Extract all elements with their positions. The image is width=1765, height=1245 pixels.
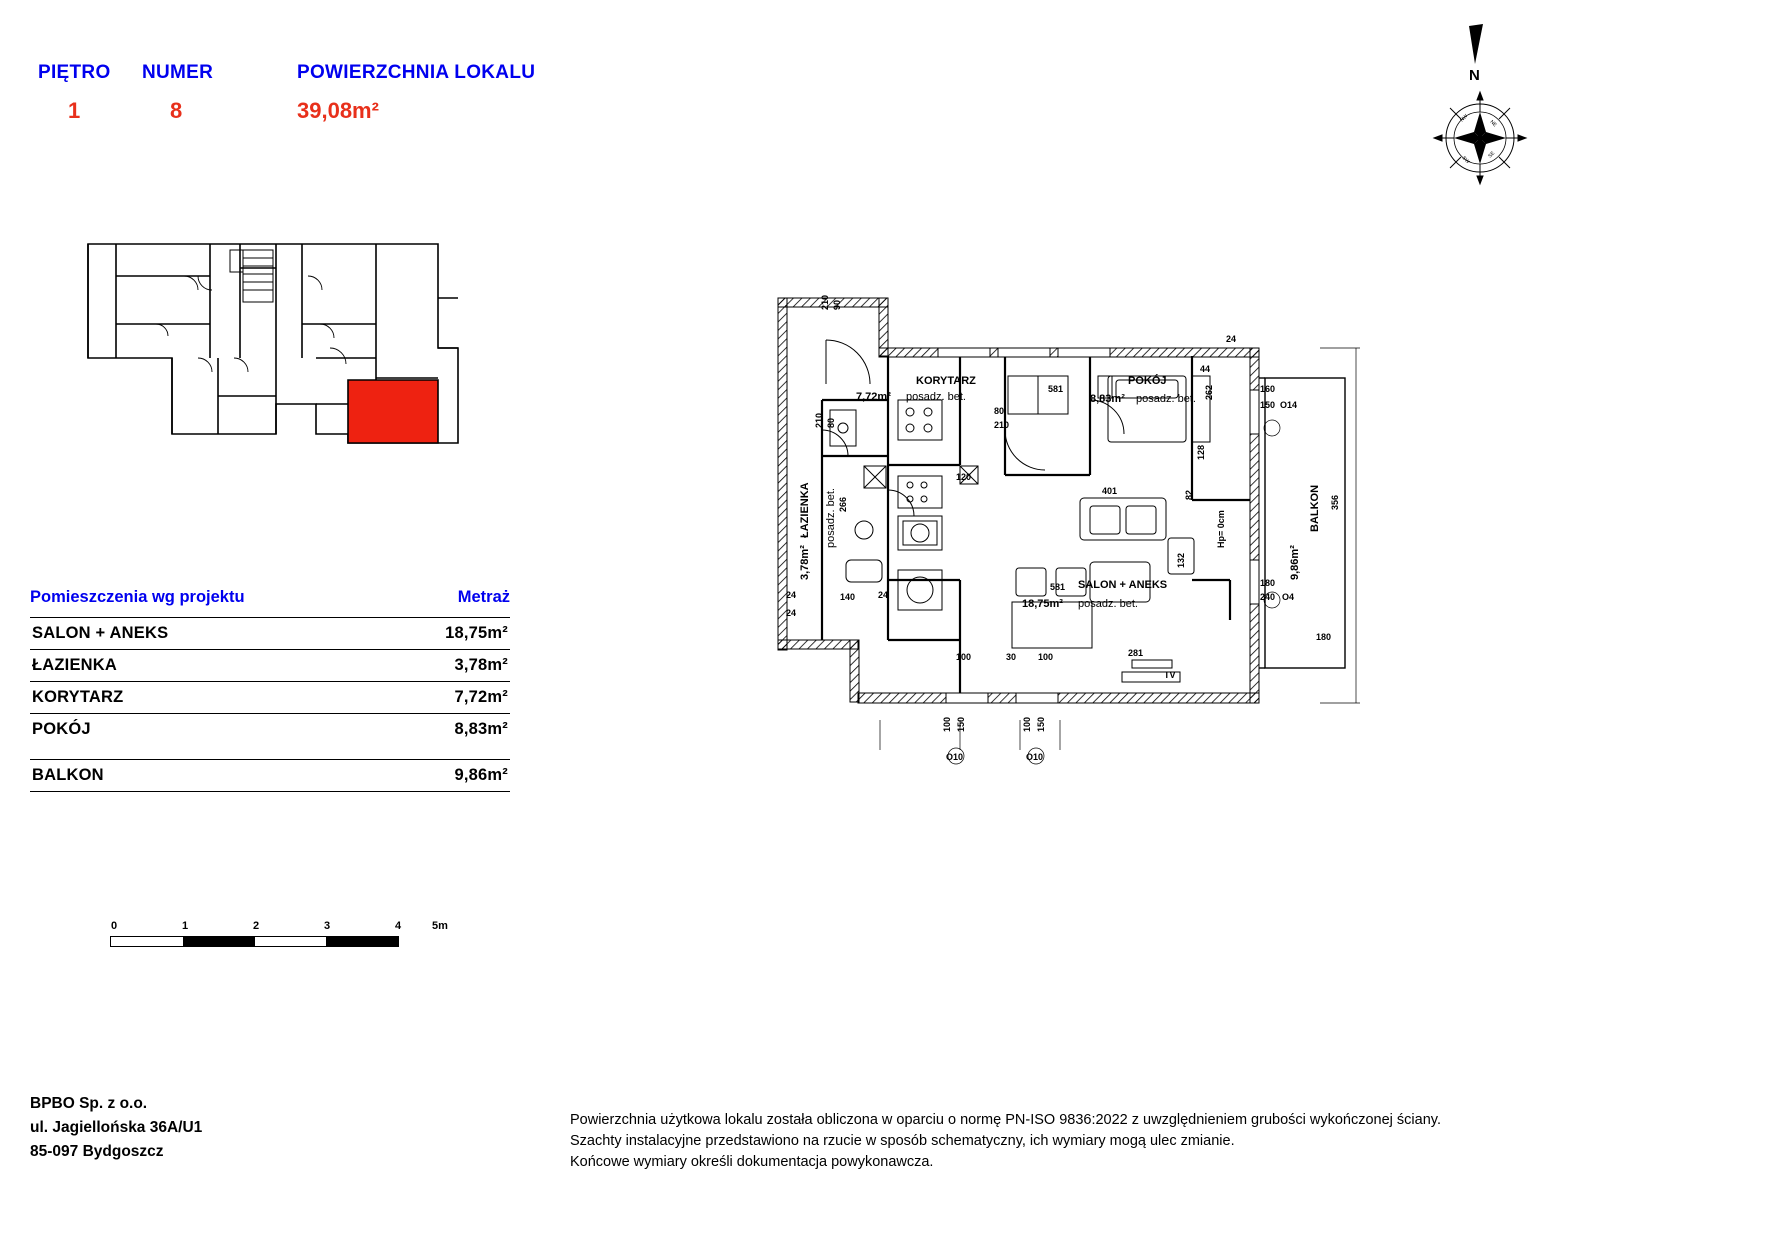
scale-tick: 2	[252, 920, 260, 932]
plan-room-finish: posadz. bet.	[1136, 393, 1196, 405]
table-row	[30, 617, 510, 649]
plan-dimension: 150	[1036, 716, 1046, 732]
plan-dimension: 24	[878, 590, 889, 600]
plan-dimension: 160	[1260, 384, 1276, 394]
plan-room-name: KORYTARZ	[916, 375, 976, 387]
room-name: KORYTARZ	[32, 688, 124, 706]
plan-dimension: 140	[840, 592, 856, 602]
room-area: 7,72m²	[454, 688, 508, 706]
plan-dimension: 180	[1316, 632, 1332, 642]
plan-room-area: 3,78m²	[799, 545, 811, 580]
apartment-floor-plan	[760, 280, 1380, 780]
plan-symbol: O10	[1026, 752, 1044, 762]
table-row	[30, 649, 510, 681]
label-area: POWIERZCHNIA LOKALU	[297, 62, 536, 83]
plan-dimension: 100	[1038, 652, 1054, 662]
table-header-row	[30, 588, 510, 617]
svg-text:NE: NE	[1488, 119, 1498, 129]
table-row-balcony	[30, 759, 510, 792]
compass-north-letter: N	[1469, 67, 1480, 84]
plan-room-name: BALKON	[1309, 484, 1321, 532]
plan-dimension: 210	[820, 294, 830, 310]
svg-text:SW: SW	[1460, 155, 1471, 166]
highlighted-apartment	[348, 380, 438, 443]
plan-dimension: 401	[1102, 486, 1118, 496]
room-name: SALON + ANEKS	[32, 624, 169, 642]
room-area: 9,86m²	[454, 766, 508, 784]
plan-dimension: 266	[838, 496, 848, 512]
plan-dimension: 180	[1260, 578, 1276, 588]
plan-dimension: 82	[1184, 489, 1194, 500]
disclaimer-line-3: Końcowe wymiary określi dokumentacja powykonawcza.	[570, 1154, 934, 1171]
scale-tick-labels	[110, 920, 448, 934]
svg-text:NW: NW	[1459, 113, 1470, 124]
compass-rose	[1425, 18, 1535, 198]
plan-room-finish: posadz. bet.	[1078, 598, 1138, 610]
plan-dimension: 356	[1330, 494, 1340, 510]
table-row	[30, 681, 510, 713]
plan-dimension: 24	[786, 590, 797, 600]
plan-dimension: 210	[814, 412, 824, 428]
plan-dimension: 150	[1260, 400, 1276, 410]
plan-dimension: 24	[1226, 334, 1237, 344]
scale-tick: 4	[394, 920, 402, 932]
plan-dimension: 128	[1196, 444, 1206, 460]
room-area: 8,83m²	[454, 720, 508, 738]
table-row	[30, 713, 510, 745]
room-name: ŁAZIENKA	[32, 656, 118, 674]
disclaimer-line-2: Szachty instalacyjne przedstawiono na rzucie w sposób schematyczny, ich wymiary mogą ulec zmianie.	[570, 1133, 1235, 1150]
building-key-plan	[80, 238, 480, 473]
table-col-area: Metraż	[457, 588, 510, 606]
company-name: BPBO Sp. z o.o.	[30, 1095, 148, 1112]
header-values-row	[38, 98, 658, 124]
plan-room-finish: posadz. bet.	[906, 391, 966, 403]
plan-room-finish: posadz. bet.	[825, 488, 837, 548]
disclaimer-line-1: Powierzchnia użytkowa lokalu została obliczona w oparciu o normę PN-ISO 9836:2022 z uwzględnieniem grubości wykończonej ściany.	[570, 1112, 1441, 1128]
plan-dimension: 80	[994, 406, 1005, 416]
plan-room-name: POKÓJ	[1128, 375, 1167, 387]
scale-segment	[111, 937, 183, 946]
plan-dimension: 30	[1006, 652, 1017, 662]
room-name: BALKON	[32, 766, 104, 784]
plan-dimension: 262	[1204, 384, 1214, 400]
room-schedule-table	[30, 588, 510, 792]
plan-dimension: 120	[956, 472, 972, 482]
plan-room-area: 18,75m²	[1022, 598, 1063, 610]
room-name: POKÓJ	[32, 720, 91, 738]
plan-dimension: 581	[1050, 582, 1066, 592]
plan-dimension: 581	[1048, 384, 1064, 394]
svg-text:SE: SE	[1487, 150, 1497, 160]
plan-label: TV	[1164, 670, 1176, 680]
plan-room-area: 7,72m²	[856, 391, 891, 403]
apartment-summary-header	[38, 62, 658, 124]
plan-dimension: 240	[1260, 592, 1276, 602]
scale-bar	[110, 920, 448, 956]
plan-dimension: 100	[956, 652, 972, 662]
label-number: NUMER	[142, 62, 214, 83]
plan-room-area: 9,86m²	[1289, 545, 1301, 580]
scale-tick: 1	[181, 920, 189, 932]
header-labels-row	[38, 62, 658, 84]
plan-dimension: 150	[956, 716, 966, 732]
plan-symbol: O10	[946, 752, 964, 762]
scale-unit: 5m	[432, 920, 448, 932]
company-street: ul. Jagiellońska 36A/U1	[30, 1119, 203, 1137]
disclaimer-text	[570, 1110, 1470, 1173]
plan-dimension: 281	[1128, 648, 1144, 658]
scale-bar-graphic	[110, 936, 399, 947]
plan-dimension: 24	[786, 608, 797, 618]
table-col-rooms: Pomieszczenia wg projektu	[30, 588, 245, 606]
label-floor: PIĘTRO	[38, 62, 111, 83]
scale-tick: 3	[323, 920, 331, 932]
room-area: 3,78m²	[454, 656, 508, 674]
plan-note: Hp= 0cm	[1216, 510, 1226, 548]
room-area: 18,75m²	[445, 624, 508, 642]
plan-dimension: 44	[1200, 364, 1211, 374]
scale-segment	[326, 937, 398, 946]
plan-dimension: 100	[942, 716, 952, 732]
company-city: 85-097 Bydgoszcz	[30, 1143, 164, 1161]
plan-dimension: 100	[1022, 716, 1032, 732]
scale-segment	[183, 937, 255, 946]
plan-dimension: 132	[1176, 552, 1186, 568]
plan-dimension: 210	[994, 420, 1010, 430]
plan-dimension: 80	[826, 417, 836, 428]
value-floor: 1	[68, 98, 81, 123]
value-area: 39,08m²	[297, 98, 379, 123]
plan-symbol: O4	[1282, 592, 1295, 602]
plan-room-name: ŁAZIENKA	[799, 482, 811, 538]
scale-segment	[255, 937, 327, 946]
plan-room-area: 8,83m²	[1090, 393, 1125, 405]
plan-room-name: SALON + ANEKS	[1078, 579, 1168, 591]
plan-dimension: 90	[832, 299, 842, 310]
plan-symbol: O14	[1280, 400, 1298, 410]
company-address	[30, 1092, 202, 1164]
scale-tick: 0	[110, 920, 118, 932]
value-number: 8	[170, 98, 183, 123]
